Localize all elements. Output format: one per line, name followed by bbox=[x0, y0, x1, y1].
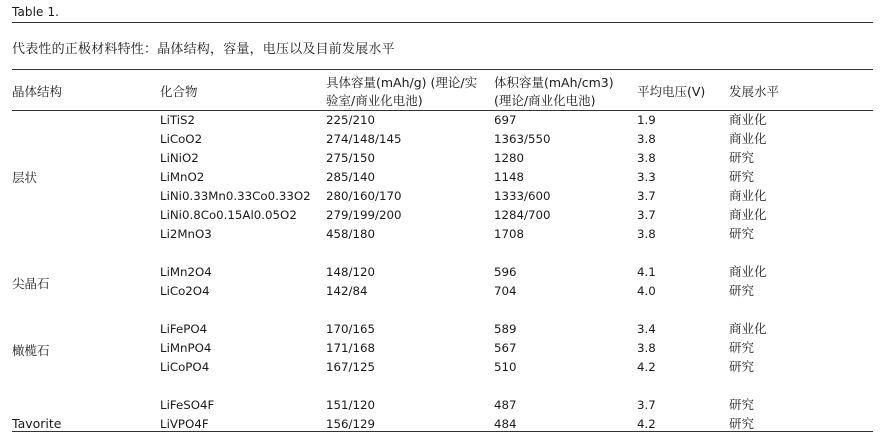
cell-compound: LiNiO2 bbox=[160, 151, 199, 165]
group-label-spinel: 尖晶石 bbox=[12, 276, 50, 291]
cell-avg-voltage: 3.7 bbox=[637, 189, 656, 203]
cell-compound: LiCoPO4 bbox=[160, 360, 210, 374]
cell-avg-voltage: 1.9 bbox=[637, 113, 656, 127]
cell-specific-capacity: 285/140 bbox=[326, 170, 376, 184]
cell-compound: LiMnO2 bbox=[160, 170, 205, 184]
cell-compound: LiNi0.33Mn0.33Co0.33O2 bbox=[160, 189, 311, 203]
cell-dev-level: 商业化 bbox=[729, 264, 767, 279]
cell-volumetric-capacity: 589 bbox=[494, 322, 517, 336]
cell-compound: LiCo2O4 bbox=[160, 284, 210, 298]
cell-volumetric-capacity: 567 bbox=[494, 341, 517, 355]
table-label: Table 1. bbox=[12, 5, 60, 19]
cell-volumetric-capacity: 1280 bbox=[494, 151, 525, 165]
cell-specific-capacity: 225/210 bbox=[326, 113, 376, 127]
cell-dev-level: 研究 bbox=[729, 359, 755, 374]
cell-compound: LiMn2O4 bbox=[160, 265, 212, 279]
cell-volumetric-capacity: 1333/600 bbox=[494, 189, 551, 203]
cell-dev-level: 研究 bbox=[729, 340, 755, 355]
cell-dev-level: 研究 bbox=[729, 283, 755, 298]
cell-volumetric-capacity: 1148 bbox=[494, 170, 525, 184]
cell-compound: LiFePO4 bbox=[160, 322, 208, 336]
header-avg-voltage: 平均电压(V) bbox=[637, 84, 706, 99]
cell-avg-voltage: 3.7 bbox=[637, 398, 656, 412]
cell-dev-level: 商业化 bbox=[729, 112, 767, 127]
cell-dev-level: 研究 bbox=[729, 416, 755, 431]
top-rule bbox=[12, 22, 873, 23]
header-dev-level: 发展水平 bbox=[729, 84, 780, 99]
table-caption: 代表性的正极材料特性：晶体结构，容量，电压以及目前发展水平 bbox=[12, 42, 395, 57]
cell-avg-voltage: 3.3 bbox=[637, 170, 656, 184]
cell-dev-level: 商业化 bbox=[729, 131, 767, 146]
cell-specific-capacity: 280/160/170 bbox=[326, 189, 402, 203]
cell-compound: LiTiS2 bbox=[160, 113, 195, 127]
cell-avg-voltage: 4.2 bbox=[637, 417, 656, 431]
cell-dev-level: 商业化 bbox=[729, 188, 767, 203]
cell-avg-voltage: 4.1 bbox=[637, 265, 656, 279]
header-structure: 晶体结构 bbox=[12, 84, 63, 99]
cell-avg-voltage: 3.7 bbox=[637, 208, 656, 222]
cell-compound: LiVPO4F bbox=[160, 417, 209, 431]
cell-specific-capacity: 275/150 bbox=[326, 151, 376, 165]
cell-avg-voltage: 3.8 bbox=[637, 341, 656, 355]
cell-volumetric-capacity: 510 bbox=[494, 360, 517, 374]
cell-specific-capacity: 148/120 bbox=[326, 265, 376, 279]
header-bottom-rule bbox=[12, 110, 873, 111]
header-volumetric-capacity-line1: 体积容量(mAh/cm3) bbox=[494, 75, 614, 90]
cell-dev-level: 商业化 bbox=[729, 321, 767, 336]
cell-dev-level: 研究 bbox=[729, 169, 755, 184]
cell-specific-capacity: 156/129 bbox=[326, 417, 376, 431]
cell-specific-capacity: 171/168 bbox=[326, 341, 376, 355]
group-label-tavorite: Tavorite bbox=[12, 416, 62, 431]
cell-specific-capacity: 458/180 bbox=[326, 227, 376, 241]
cell-dev-level: 商业化 bbox=[729, 207, 767, 222]
cell-volumetric-capacity: 697 bbox=[494, 113, 517, 127]
cell-volumetric-capacity: 487 bbox=[494, 398, 517, 412]
cell-avg-voltage: 3.8 bbox=[637, 227, 656, 241]
group-label-olivine: 橄榄石 bbox=[12, 343, 50, 358]
cell-specific-capacity: 170/165 bbox=[326, 322, 376, 336]
cell-compound: LiMnPO4 bbox=[160, 341, 212, 355]
cell-avg-voltage: 3.8 bbox=[637, 151, 656, 165]
cell-compound: LiFeSO4F bbox=[160, 398, 215, 412]
cell-compound: Li2MnO3 bbox=[160, 227, 212, 241]
cell-volumetric-capacity: 1363/550 bbox=[494, 132, 551, 146]
cell-volumetric-capacity: 1284/700 bbox=[494, 208, 551, 222]
cell-compound: LiNi0.8Co0.15Al0.05O2 bbox=[160, 208, 297, 222]
cell-volumetric-capacity: 484 bbox=[494, 417, 517, 431]
cell-volumetric-capacity: 1708 bbox=[494, 227, 525, 241]
cell-dev-level: 研究 bbox=[729, 150, 755, 165]
cell-avg-voltage: 4.0 bbox=[637, 284, 656, 298]
cell-specific-capacity: 151/120 bbox=[326, 398, 376, 412]
group-label-layered: 层状 bbox=[12, 170, 38, 185]
cell-specific-capacity: 279/199/200 bbox=[326, 208, 402, 222]
cell-volumetric-capacity: 596 bbox=[494, 265, 517, 279]
header-specific-capacity-line1: 具体容量(mAh/g) (理论/实 bbox=[326, 75, 478, 90]
cell-volumetric-capacity: 704 bbox=[494, 284, 517, 298]
cell-dev-level: 研究 bbox=[729, 226, 755, 241]
header-volumetric-capacity-line2: (理论/商业化电池) bbox=[494, 93, 596, 108]
cell-compound: LiCoO2 bbox=[160, 132, 203, 146]
cell-avg-voltage: 3.8 bbox=[637, 132, 656, 146]
header-top-rule bbox=[12, 69, 873, 70]
cell-avg-voltage: 4.2 bbox=[637, 360, 656, 374]
cell-specific-capacity: 142/84 bbox=[326, 284, 368, 298]
cell-specific-capacity: 274/148/145 bbox=[326, 132, 402, 146]
cell-dev-level: 研究 bbox=[729, 397, 755, 412]
cell-avg-voltage: 3.4 bbox=[637, 322, 656, 336]
cell-specific-capacity: 167/125 bbox=[326, 360, 376, 374]
header-specific-capacity-line2: 验室/商业化电池) bbox=[326, 93, 423, 108]
bottom-rule bbox=[12, 431, 873, 432]
header-compound: 化合物 bbox=[160, 84, 198, 99]
